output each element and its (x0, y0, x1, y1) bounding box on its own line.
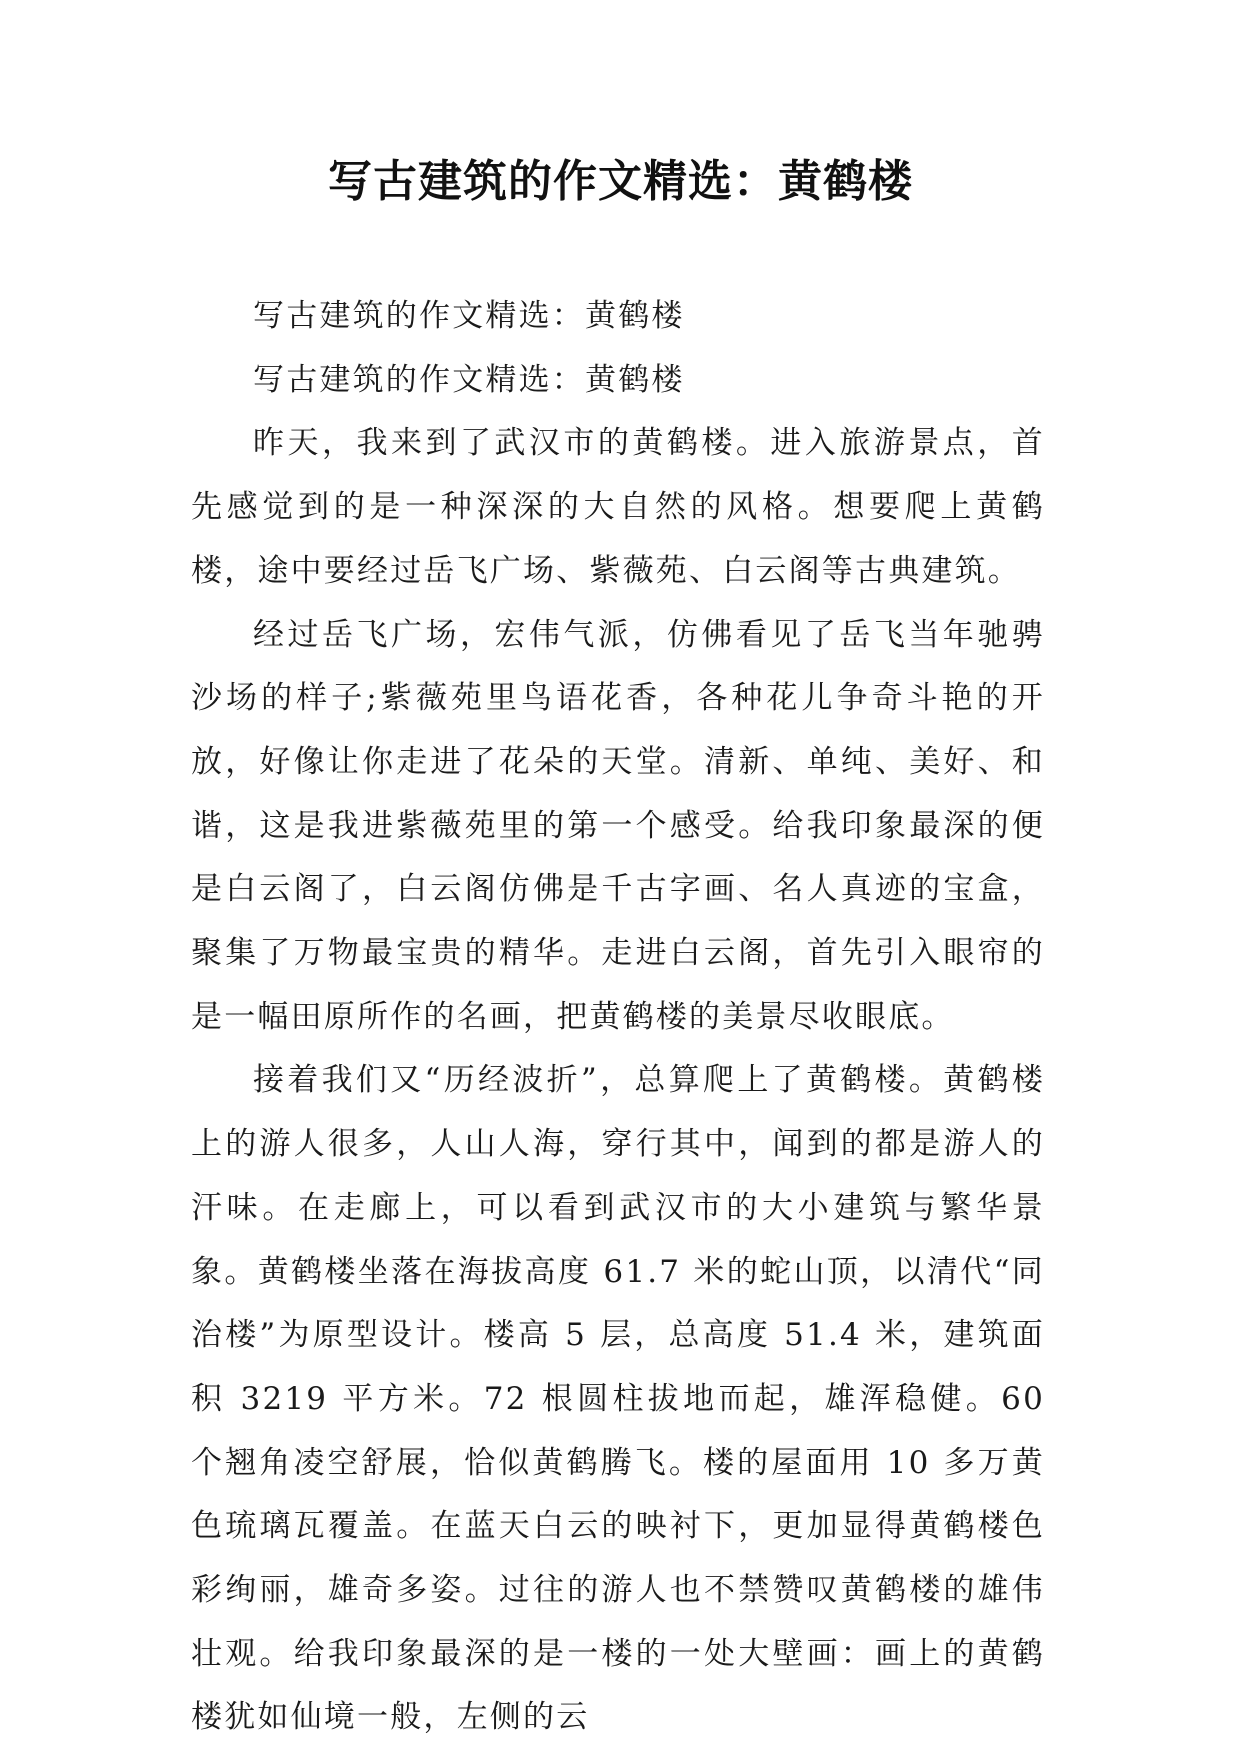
paragraph: 昨天，我来到了武汉市的黄鹤楼。进入旅游景点，首先感觉到的是一种深深的大自然的风格。想要爬上黄鹤楼，途中要经过岳飞广场、紫薇苑、白云阁等古典建筑。 (191, 425, 1045, 589)
paragraph: 接着我们又“历经波折”，总算爬上了黄鹤楼。黄鹤楼上的游人很多，人山人海，穿行其中，闻到的都是游人的汗味。在走廊上，可以看到武汉市的大小建筑与繁华景象。黄鹤楼坐落在海拔高度 61.7 米的蛇山顶，以清代“同治楼”为原型设计。楼高 5 层，总高度 51.4 米，建筑面积 3219 平方米。72 根圆柱拔地而起，雄浑稳健。60 个翘角凌空舒展，恰似黄鹤腾飞。楼的屋面用 10 多万黄色琉璃瓦覆盖。在蓝天白云的映衬下，更加显得黄鹤楼色彩绚丽，雄奇多姿。过往的游人也不禁赞叹黄鹤楼的雄伟壮观。给我印象最深的是一楼的一处大壁画：画上的黄鹤楼犹如仙境一般，左侧的云 (191, 1062, 1045, 1736)
document-body (191, 285, 1045, 1750)
document-title: 写古建筑的作文精选：黄鹤楼 (328, 156, 913, 207)
paragraph: 写古建筑的作文精选：黄鹤楼 (253, 361, 685, 398)
paragraph: 经过岳飞广场，宏伟气派，仿佛看见了岳飞当年驰骋沙场的样子;紫薇苑里鸟语花香，各种花儿争奇斗艳的开放，好像让你走进了花朵的天堂。清新、单纯、美好、和谐，这是我进紫薇苑里的第一个感受。给我印象最深的便是白云阁了，白云阁仿佛是千古字画、名人真迹的宝盒，聚集了万物最宝贵的精华。走进白云阁，首先引入眼帘的是一幅田原所作的名画，把黄鹤楼的美景尽收眼底。 (191, 616, 1045, 1035)
paragraph: 写古建筑的作文精选：黄鹤楼 (253, 298, 685, 334)
